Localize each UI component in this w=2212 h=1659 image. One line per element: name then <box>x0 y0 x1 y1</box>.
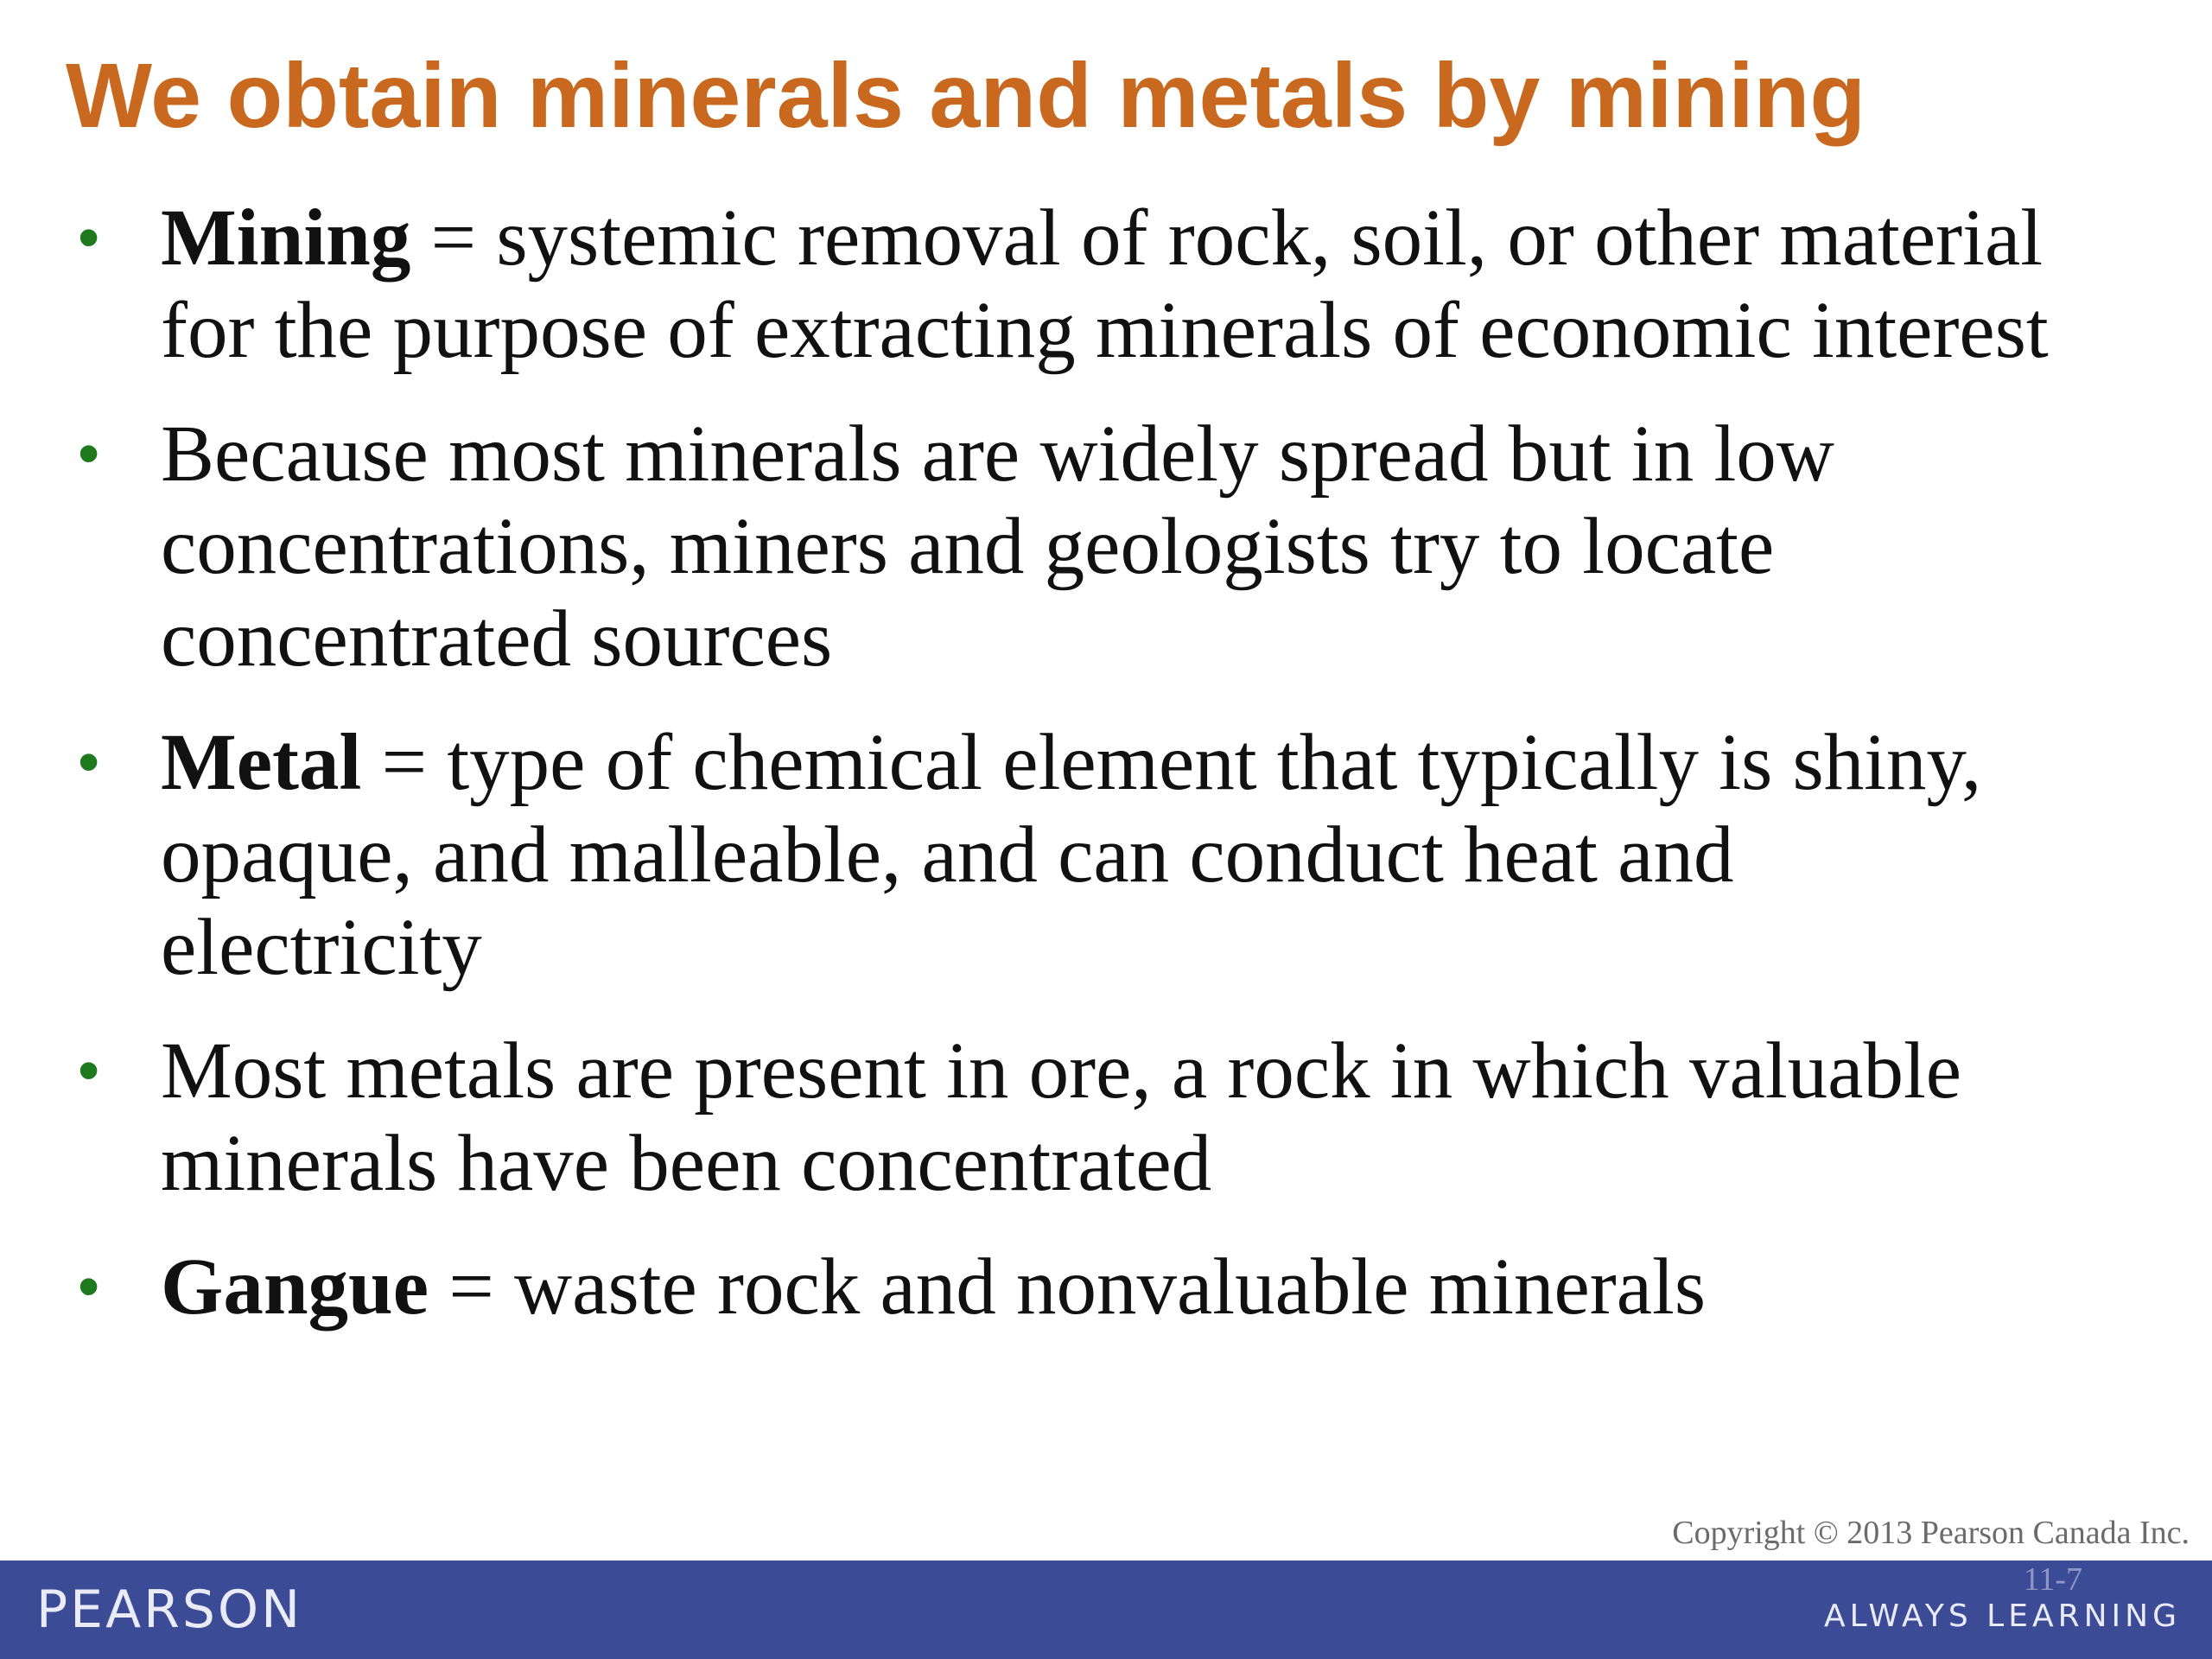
bullet-marker-icon: • <box>78 419 100 488</box>
copyright-notice: Copyright © 2013 Pearson Canada Inc. <box>1672 1515 2190 1551</box>
bullet-text: Because most minerals are widely spread but in low concentrations, miners and geologists try to locate concentrated sources <box>161 410 1834 683</box>
bullet-item-metal <box>0 716 2074 994</box>
bullet-item-concentrations <box>0 408 2074 685</box>
bullet-term: Metal <box>161 718 362 807</box>
pearson-logo: PEARSON <box>36 1580 303 1640</box>
bullet-marker-icon: • <box>78 1036 100 1105</box>
bullet-marker-icon: • <box>78 728 100 797</box>
slide-title: We obtain minerals and metals by mining <box>66 45 1866 147</box>
footer-bar <box>0 1560 2212 1659</box>
bullet-text: Most metals are present in ore, a rock in which valuable minerals have been concentrated <box>161 1027 1962 1208</box>
bullet-term: Gangue <box>161 1243 429 1332</box>
bullet-marker-icon: • <box>78 203 100 272</box>
bullet-item-gangue <box>0 1241 2074 1333</box>
bullet-text: = waste rock and nonvaluable minerals <box>429 1243 1707 1332</box>
bullet-item-ore <box>0 1025 2074 1210</box>
bullet-text: = systemic removal of rock, soil, or other material for the purpose of extracting minerals of economic interest <box>161 194 2049 375</box>
bullet-marker-icon: • <box>78 1252 100 1321</box>
bullet-term: Mining <box>161 194 411 283</box>
footer-tagline: ALWAYS LEARNING <box>1824 1599 2181 1634</box>
bullet-text: = type of chemical element that typically is shiny, opaque, and malleable, and can conduct heat and electricity <box>161 718 1982 992</box>
bullet-item-mining <box>0 192 2074 377</box>
bullet-list <box>0 192 2074 1364</box>
slide-number: 11-7 <box>2023 1561 2082 1598</box>
